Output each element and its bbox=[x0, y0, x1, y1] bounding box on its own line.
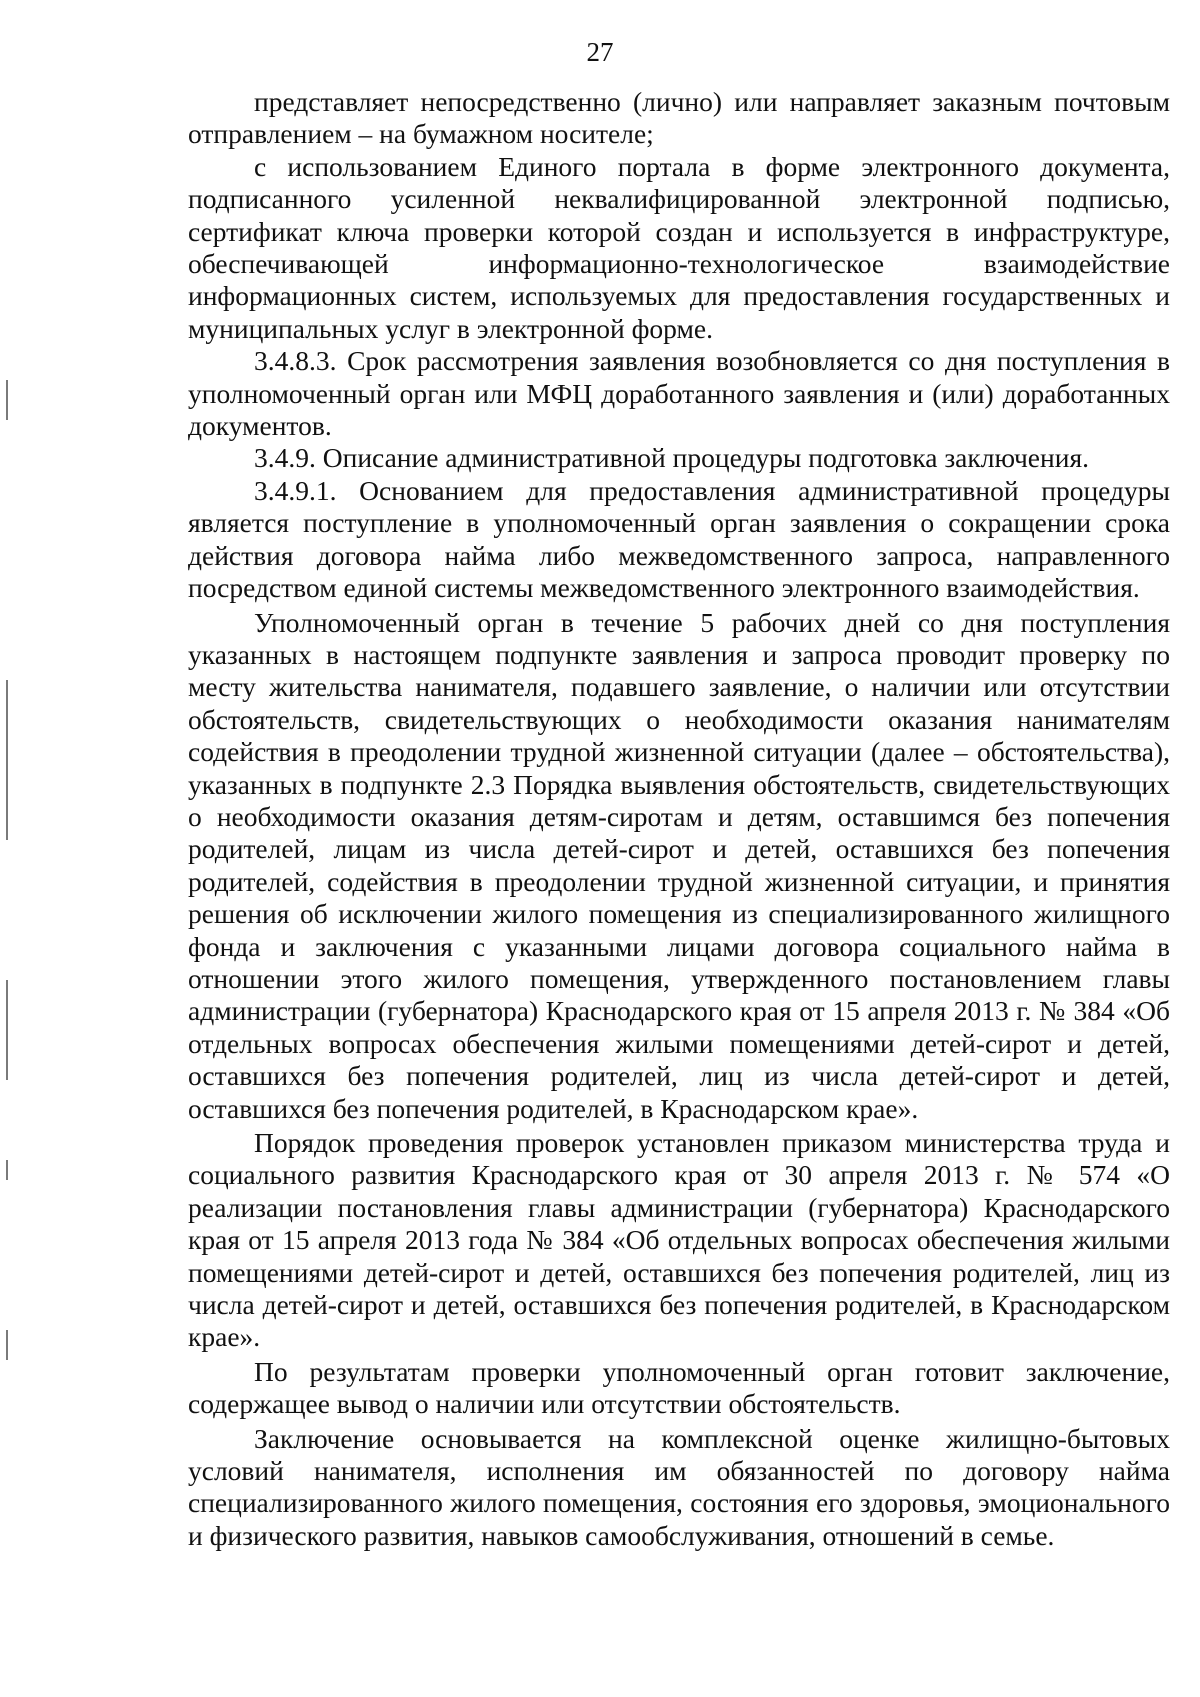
paragraph-conclusion-basis: Заключение основывается на комплексной оценке жилищно-бытовых условий нанимателя, исполнения им обязанностей по договору найма специализированного жилого помещения, состояния его здоровья, эмоционального и физического развития, навыков самообслуживания, отношений в семье. bbox=[188, 1422, 1170, 1551]
paragraph-3-4-9-1: 3.4.9.1. Основанием для предоставления административной процедуры является поступление в уполномоченный орган заявления о сокращении срока действия договора найма либо межведомственного запроса, направленного посредством единой системы межведомственного электронного взаимодействия. bbox=[188, 474, 1170, 604]
page-number: 27 bbox=[586, 37, 614, 67]
document-body bbox=[188, 86, 1170, 1552]
paragraph-3-4-9: 3.4.9. Описание административной процедуры подготовка заключения. bbox=[254, 442, 1089, 474]
paragraph-3-4-8-3: 3.4.8.3. Срок рассмотрения заявления возобновляется со дня поступления в уполномоченный орган или МФЦ доработанного заявления и (или) доработанных документов. bbox=[188, 345, 1170, 442]
paragraph-submission-portal: с использованием Единого портала в форме электронного документа, подписанного усиленной неквалифицированной электронной подписью, сертификат ключа проверки которой создан и используется в инфраструктуре, обеспечивающей информационно-технологическое взаимодействие информационных систем, используемых для предоставления государственных и муниципальных услуг в электронной форме. bbox=[188, 150, 1170, 344]
paragraph-conclusion-prepared: По результатам проверки уполномоченный орган готовит заключение, содержащее вывод о наличии или отсутствии обстоятельств. bbox=[188, 1355, 1170, 1420]
paragraph-inspection-order: Порядок проведения проверок установлен приказом министерства труда и социального развития Краснодарского края от 30 апреля 2013 г. № 574 «О реализации постановления главы администрации (губернатора) Краснодарского края от 15 апреля 2013 года № 384 «Об отдельных вопросах обеспечения жилыми помещениями детей-сирот и детей, оставшихся без попечения родителей, лиц из числа детей-сирот и детей, оставшихся без попечения родителей, в Краснодарском крае». bbox=[188, 1127, 1170, 1353]
paragraph-inspection: Уполномоченный орган в течение 5 рабочих дней со дня поступления указанных в настоящем подпункте заявления и запроса проводит проверку по месту жительства нанимателя, подавшего заявление, о наличии или отсутствии обстоятельств, свидетельствующих о необходимости оказания нанимателям содействия в преодолении трудной жизненной ситуации (далее – обстоятельства), указанных в подпункте 2.3 Порядка выявления обстоятельств, свидетельствующих о необходимости оказания детям-сиротам и детям, оставшимся без попечения родителей, лицам из числа детей-сирот и детей, оставшихся без попечения родителей, содействия в преодолении трудной жизненной ситуации, и принятия решения об исключении жилого помещения из специализированного жилищного фонда и заключения с указанными лицами договора социального найма в отношении этого жилого помещения, утвержденного постановлением главы администрации (губернатора) Краснодарского края от 15 апреля 2013 г. № 384 «Об отдельных вопросах обеспечения жилыми помещениями детей-сирот и детей, оставшихся без попечения родителей, лиц из числа детей-сирот и детей, оставшихся без попечения родителей, в Краснодарском крае». bbox=[188, 606, 1170, 1124]
paragraph-submission-paper: представляет непосредственно (лично) или направляет заказным почтовым отправлением – на бумажном носителе; bbox=[188, 86, 1170, 150]
scan-edge-marks bbox=[6, 380, 12, 1560]
